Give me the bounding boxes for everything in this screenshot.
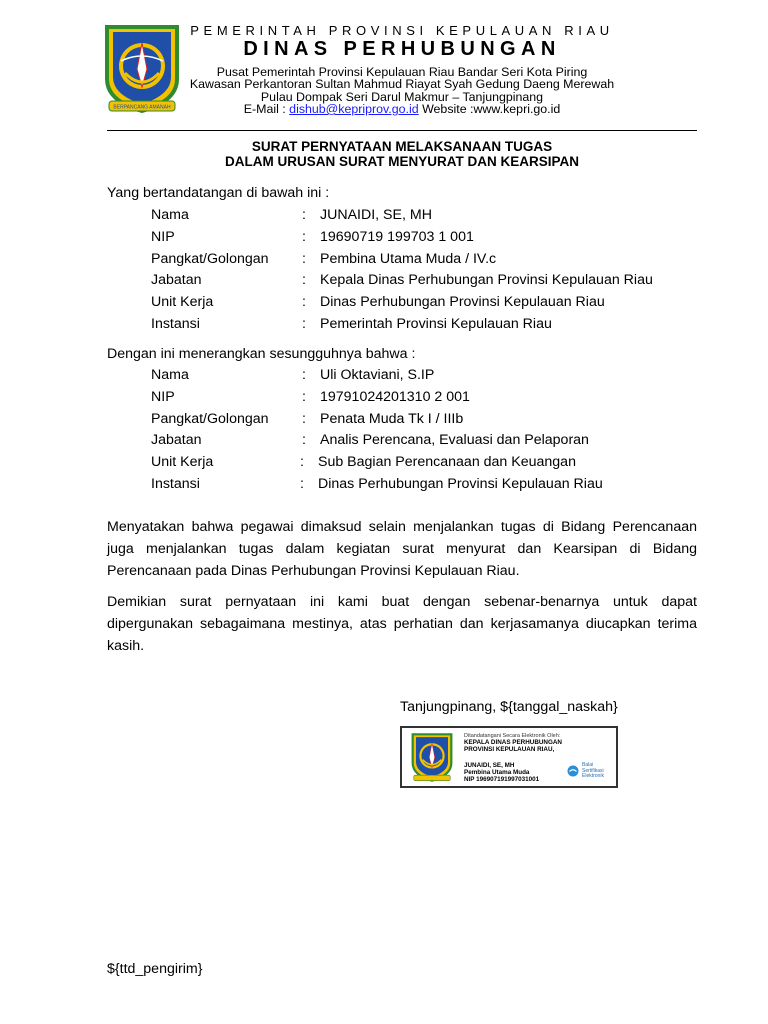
subject-value-instansi: Dinas Perhubungan Provinsi Kepulauan Riau bbox=[318, 476, 603, 492]
signer-value-jabatan: Kepala Dinas Perhubungan Provinsi Kepulauan Riau bbox=[320, 272, 653, 288]
signature-position-2: PROVINSI KEPULAUAN RIAU, bbox=[464, 746, 555, 753]
signer-label-instansi: Instansi bbox=[151, 316, 200, 332]
address-line-3: Pulau Dompak Seri Darul Makmur – Tanjungpinang bbox=[260, 90, 544, 104]
signature-rank: Pembina Utama Muda bbox=[464, 769, 530, 776]
signer-label-pangkat: Pangkat/Golongan bbox=[151, 251, 269, 267]
contact-line bbox=[182, 103, 622, 116]
signer-label-unit-kerja: Unit Kerja bbox=[151, 294, 214, 310]
signer-value-unit-kerja: Dinas Perhubungan Provinsi Kepulauan Riau bbox=[320, 294, 605, 310]
document-title-line-1: SURAT PERNYATAAN MELAKSANAAN TUGAS bbox=[251, 139, 553, 154]
address-line-1: Pusat Pemerintah Provinsi Kepulauan Riau Bandar Seri Kota Piring bbox=[216, 65, 588, 79]
signature-name: JUNAIDI, SE, MH bbox=[464, 762, 515, 769]
bsre-logo-icon bbox=[567, 764, 579, 776]
province-logo bbox=[103, 21, 181, 117]
signer-label-nip: NIP bbox=[151, 229, 175, 245]
subject-value-nip: 19791024201310 2 001 bbox=[320, 389, 470, 405]
agency-name: DINAS PERHUBUNGAN bbox=[243, 38, 561, 60]
email-label: E-Mail : bbox=[243, 102, 290, 116]
website-text: Website :www.kepri.go.id bbox=[418, 102, 561, 116]
subject-label-instansi: Instansi bbox=[151, 476, 200, 492]
letterhead-divider bbox=[107, 130, 697, 131]
colon: : bbox=[300, 476, 304, 492]
colon: : bbox=[302, 432, 306, 448]
bsre-label: Balai Sertifikasi Elektronik bbox=[582, 762, 604, 779]
statement-paragraph: Menyatakan bahwa pegawai dimaksud selain menjalankan tugas di Bidang Perencanaan juga menjalankan tugas dalam kegiatan surat menyurat dan Kearsipan di Bidang Perencanaan pada Dinas Perhubungan Provinsi Kepulauan Riau. bbox=[107, 519, 697, 579]
signer-intro: Yang bertandatangan di bawah ini : bbox=[107, 185, 330, 201]
signer-value-nama: JUNAIDI, SE, MH bbox=[320, 207, 432, 223]
colon: : bbox=[302, 411, 306, 427]
signature-position-1: KEPALA DINAS PERHUBUNGAN bbox=[464, 739, 562, 746]
subject-value-jabatan: Analis Perencana, Evaluasi dan Pelaporan bbox=[320, 432, 589, 448]
subject-label-nip: NIP bbox=[151, 389, 175, 405]
logo-ribbon-text: BERPANCANG AMANAH bbox=[113, 104, 171, 111]
colon: : bbox=[302, 229, 306, 245]
colon: : bbox=[302, 251, 306, 267]
electronic-signature-box bbox=[400, 726, 618, 788]
address-line-2: Kawasan Perkantoran Sultan Mahmud Riayat Syah Gedung Daeng Merewah bbox=[189, 77, 615, 91]
colon: : bbox=[302, 294, 306, 310]
email-link[interactable]: dishub@kepriprov.go.id bbox=[289, 102, 419, 116]
sender-signature-placeholder: ${ttd_pengirim} bbox=[107, 961, 203, 977]
subject-label-jabatan: Jabatan bbox=[151, 432, 202, 448]
subject-label-unit-kerja: Unit Kerja bbox=[151, 454, 214, 470]
signer-label-nama: Nama bbox=[151, 207, 189, 223]
subject-intro: Dengan ini menerangkan sesungguhnya bahwa : bbox=[107, 346, 416, 362]
subject-label-pangkat: Pangkat/Golongan bbox=[151, 411, 269, 427]
subject-value-unit-kerja: Sub Bagian Perencanaan dan Keuangan bbox=[318, 454, 576, 470]
colon: : bbox=[302, 272, 306, 288]
closing-paragraph: Demikian surat pernyataan ini kami buat dengan sebenar-benarnya untuk dapat dipergunakan sebagaimana mestinya, atas perhatian dan kerjasamanya diucapkan terima kasih. bbox=[107, 594, 697, 654]
colon: : bbox=[302, 207, 306, 223]
colon: : bbox=[302, 367, 306, 383]
signature-caption: Ditandatangani Secara Elektronik Oleh: bbox=[464, 733, 561, 739]
colon: : bbox=[302, 316, 306, 332]
signer-label-jabatan: Jabatan bbox=[151, 272, 202, 288]
subject-value-nama: Uli Oktaviani, S.IP bbox=[320, 367, 435, 383]
signature-nip: NIP 196907191997031001 bbox=[464, 776, 540, 783]
subject-label-nama: Nama bbox=[151, 367, 189, 383]
signer-value-nip: 19690719 199703 1 001 bbox=[320, 229, 474, 245]
place-date: Tanjungpinang, ${tanggal_naskah} bbox=[400, 699, 618, 715]
subject-value-pangkat: Penata Muda Tk I / IIIb bbox=[320, 411, 464, 427]
signature-logo bbox=[407, 731, 457, 784]
government-name: PEMERINTAH PROVINSI KEPULAUAN RIAU bbox=[190, 23, 614, 38]
colon: : bbox=[302, 389, 306, 405]
colon: : bbox=[300, 454, 304, 470]
signer-value-pangkat: Pembina Utama Muda / IV.c bbox=[320, 251, 497, 267]
document-title-line-2: DALAM URUSAN SURAT MENYURAT DAN KEARSIPAN bbox=[225, 154, 579, 169]
signer-value-instansi: Pemerintah Provinsi Kepulauan Riau bbox=[320, 316, 552, 332]
